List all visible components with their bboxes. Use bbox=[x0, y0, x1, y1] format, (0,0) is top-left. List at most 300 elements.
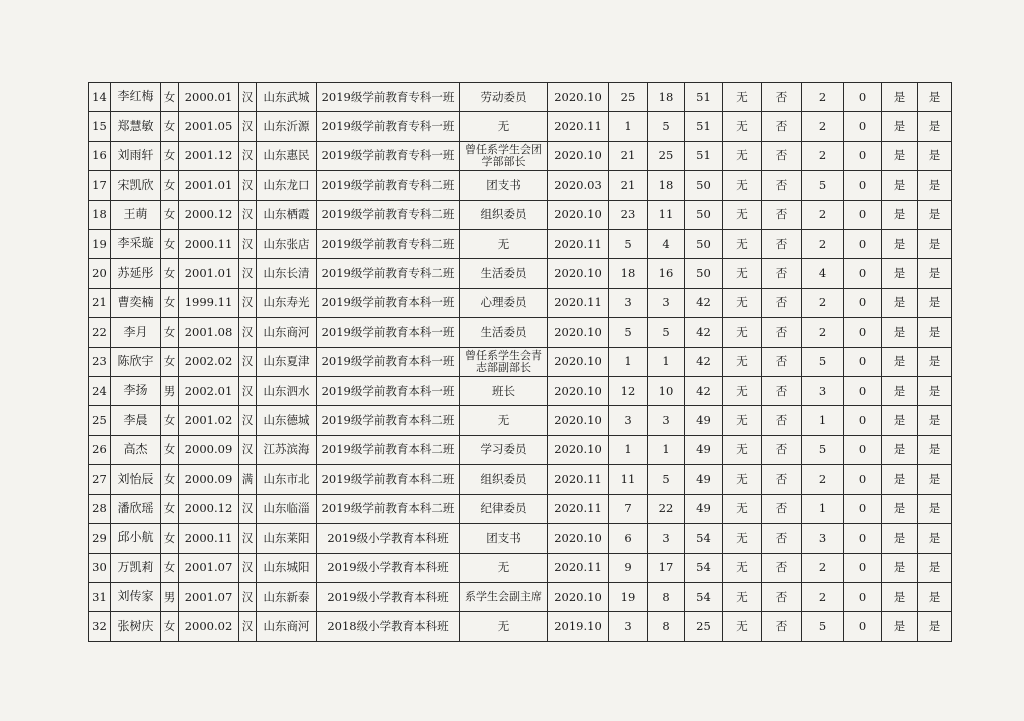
student-roster-table bbox=[88, 82, 952, 642]
native-place-cell: 山东武城 bbox=[257, 83, 317, 112]
disciplinary-record-cell: 无 bbox=[723, 524, 762, 553]
qualified-a-cell: 是 bbox=[882, 494, 918, 523]
date-cell: 2020.11 bbox=[548, 112, 609, 141]
row-number-cell: 22 bbox=[89, 318, 111, 347]
position-cell: 团支书 bbox=[460, 524, 548, 553]
date-cell: 2020.10 bbox=[548, 347, 609, 376]
class-size-cell: 42 bbox=[685, 288, 723, 317]
zero-value-cell: 0 bbox=[844, 318, 882, 347]
qualified-a-cell: 是 bbox=[882, 259, 918, 288]
gender-cell: 女 bbox=[161, 435, 179, 464]
qualified-a-cell: 是 bbox=[882, 612, 918, 641]
qualified-a-cell: 是 bbox=[882, 318, 918, 347]
native-place-cell: 山东新泰 bbox=[257, 582, 317, 611]
native-place-cell: 山东龙口 bbox=[257, 171, 317, 200]
zero-value-cell: 0 bbox=[844, 582, 882, 611]
roster-body bbox=[89, 83, 952, 642]
score-a-cell: 5 bbox=[609, 230, 648, 259]
qualified-b-cell: 是 bbox=[918, 318, 952, 347]
birth-date-cell: 2000.09 bbox=[179, 435, 239, 464]
zero-value-cell: 0 bbox=[844, 288, 882, 317]
row-number-cell: 25 bbox=[89, 406, 111, 435]
qualified-a-cell: 是 bbox=[882, 200, 918, 229]
zero-value-cell: 0 bbox=[844, 553, 882, 582]
row-number-cell: 29 bbox=[89, 524, 111, 553]
disciplinary-record-cell: 无 bbox=[723, 200, 762, 229]
ethnicity-cell: 汉 bbox=[239, 377, 257, 406]
class-size-cell: 51 bbox=[685, 83, 723, 112]
position-cell: 学习委员 bbox=[460, 435, 548, 464]
score-b-cell: 8 bbox=[648, 612, 685, 641]
student-name-cell: 陈欣宇 bbox=[111, 347, 161, 376]
gender-cell: 女 bbox=[161, 612, 179, 641]
table-row bbox=[89, 553, 952, 582]
class-name-cell: 2019级学前教育专科一班 bbox=[317, 141, 460, 170]
date-cell: 2020.10 bbox=[548, 83, 609, 112]
score-a-cell: 21 bbox=[609, 171, 648, 200]
failed-course-cell: 否 bbox=[762, 83, 802, 112]
qualified-a-cell: 是 bbox=[882, 406, 918, 435]
failed-course-cell: 否 bbox=[762, 141, 802, 170]
native-place-cell: 山东莱阳 bbox=[257, 524, 317, 553]
failed-course-cell: 否 bbox=[762, 200, 802, 229]
ethnicity-cell: 汉 bbox=[239, 112, 257, 141]
count-cell: 2 bbox=[802, 230, 844, 259]
zero-value-cell: 0 bbox=[844, 112, 882, 141]
disciplinary-record-cell: 无 bbox=[723, 171, 762, 200]
date-cell: 2020.11 bbox=[548, 230, 609, 259]
failed-course-cell: 否 bbox=[762, 288, 802, 317]
score-b-cell: 3 bbox=[648, 288, 685, 317]
position-cell: 无 bbox=[460, 612, 548, 641]
position-cell: 团支书 bbox=[460, 171, 548, 200]
qualified-a-cell: 是 bbox=[882, 112, 918, 141]
table-row bbox=[89, 171, 952, 200]
row-number-cell: 30 bbox=[89, 553, 111, 582]
student-name-cell: 高杰 bbox=[111, 435, 161, 464]
gender-cell: 女 bbox=[161, 406, 179, 435]
gender-cell: 女 bbox=[161, 83, 179, 112]
count-cell: 2 bbox=[802, 288, 844, 317]
qualified-a-cell: 是 bbox=[882, 582, 918, 611]
ethnicity-cell: 汉 bbox=[239, 524, 257, 553]
position-cell: 无 bbox=[460, 230, 548, 259]
student-name-cell: 刘雨轩 bbox=[111, 141, 161, 170]
position-cell: 曾任系学生会团学部部长 bbox=[460, 141, 548, 170]
gender-cell: 男 bbox=[161, 582, 179, 611]
position-cell: 无 bbox=[460, 553, 548, 582]
class-name-cell: 2018级小学教育本科班 bbox=[317, 612, 460, 641]
birth-date-cell: 1999.11 bbox=[179, 288, 239, 317]
score-b-cell: 18 bbox=[648, 171, 685, 200]
student-name-cell: 王萌 bbox=[111, 200, 161, 229]
disciplinary-record-cell: 无 bbox=[723, 141, 762, 170]
birth-date-cell: 2000.09 bbox=[179, 465, 239, 494]
score-b-cell: 3 bbox=[648, 524, 685, 553]
score-a-cell: 19 bbox=[609, 582, 648, 611]
table-row bbox=[89, 230, 952, 259]
failed-course-cell: 否 bbox=[762, 347, 802, 376]
disciplinary-record-cell: 无 bbox=[723, 406, 762, 435]
ethnicity-cell: 汉 bbox=[239, 347, 257, 376]
ethnicity-cell: 汉 bbox=[239, 494, 257, 523]
disciplinary-record-cell: 无 bbox=[723, 465, 762, 494]
date-cell: 2020.10 bbox=[548, 524, 609, 553]
score-b-cell: 25 bbox=[648, 141, 685, 170]
gender-cell: 女 bbox=[161, 230, 179, 259]
disciplinary-record-cell: 无 bbox=[723, 83, 762, 112]
class-name-cell: 2019级学前教育本科一班 bbox=[317, 377, 460, 406]
table-row bbox=[89, 259, 952, 288]
gender-cell: 女 bbox=[161, 141, 179, 170]
date-cell: 2020.10 bbox=[548, 435, 609, 464]
disciplinary-record-cell: 无 bbox=[723, 230, 762, 259]
table-row bbox=[89, 612, 952, 641]
native-place-cell: 山东长清 bbox=[257, 259, 317, 288]
count-cell: 4 bbox=[802, 259, 844, 288]
qualified-b-cell: 是 bbox=[918, 612, 952, 641]
gender-cell: 女 bbox=[161, 553, 179, 582]
date-cell: 2020.03 bbox=[548, 171, 609, 200]
native-place-cell: 山东张店 bbox=[257, 230, 317, 259]
gender-cell: 女 bbox=[161, 524, 179, 553]
zero-value-cell: 0 bbox=[844, 406, 882, 435]
ethnicity-cell: 汉 bbox=[239, 582, 257, 611]
failed-course-cell: 否 bbox=[762, 112, 802, 141]
zero-value-cell: 0 bbox=[844, 377, 882, 406]
class-size-cell: 42 bbox=[685, 318, 723, 347]
score-b-cell: 4 bbox=[648, 230, 685, 259]
failed-course-cell: 否 bbox=[762, 612, 802, 641]
position-cell: 纪律委员 bbox=[460, 494, 548, 523]
date-cell: 2020.11 bbox=[548, 494, 609, 523]
native-place-cell: 山东城阳 bbox=[257, 553, 317, 582]
position-cell: 班长 bbox=[460, 377, 548, 406]
qualified-a-cell: 是 bbox=[882, 435, 918, 464]
date-cell: 2020.11 bbox=[548, 465, 609, 494]
class-size-cell: 25 bbox=[685, 612, 723, 641]
score-b-cell: 1 bbox=[648, 347, 685, 376]
zero-value-cell: 0 bbox=[844, 200, 882, 229]
gender-cell: 女 bbox=[161, 112, 179, 141]
ethnicity-cell: 满 bbox=[239, 465, 257, 494]
row-number-cell: 14 bbox=[89, 83, 111, 112]
date-cell: 2020.10 bbox=[548, 377, 609, 406]
qualified-b-cell: 是 bbox=[918, 171, 952, 200]
failed-course-cell: 否 bbox=[762, 465, 802, 494]
row-number-cell: 31 bbox=[89, 582, 111, 611]
score-b-cell: 11 bbox=[648, 200, 685, 229]
qualified-b-cell: 是 bbox=[918, 435, 952, 464]
score-a-cell: 3 bbox=[609, 612, 648, 641]
birth-date-cell: 2001.01 bbox=[179, 171, 239, 200]
qualified-a-cell: 是 bbox=[882, 288, 918, 317]
score-a-cell: 7 bbox=[609, 494, 648, 523]
ethnicity-cell: 汉 bbox=[239, 200, 257, 229]
score-a-cell: 23 bbox=[609, 200, 648, 229]
table-row bbox=[89, 112, 952, 141]
qualified-b-cell: 是 bbox=[918, 230, 952, 259]
ethnicity-cell: 汉 bbox=[239, 259, 257, 288]
score-a-cell: 1 bbox=[609, 347, 648, 376]
class-size-cell: 50 bbox=[685, 259, 723, 288]
table-row bbox=[89, 141, 952, 170]
class-size-cell: 51 bbox=[685, 141, 723, 170]
count-cell: 2 bbox=[802, 83, 844, 112]
class-size-cell: 42 bbox=[685, 377, 723, 406]
class-name-cell: 2019级小学教育本科班 bbox=[317, 524, 460, 553]
score-a-cell: 1 bbox=[609, 112, 648, 141]
qualified-a-cell: 是 bbox=[882, 171, 918, 200]
birth-date-cell: 2001.02 bbox=[179, 406, 239, 435]
position-cell: 组织委员 bbox=[460, 200, 548, 229]
failed-course-cell: 否 bbox=[762, 553, 802, 582]
table-row bbox=[89, 83, 952, 112]
date-cell: 2020.10 bbox=[548, 259, 609, 288]
table-row bbox=[89, 524, 952, 553]
disciplinary-record-cell: 无 bbox=[723, 494, 762, 523]
date-cell: 2020.10 bbox=[548, 200, 609, 229]
score-a-cell: 25 bbox=[609, 83, 648, 112]
student-name-cell: 刘怡辰 bbox=[111, 465, 161, 494]
zero-value-cell: 0 bbox=[844, 230, 882, 259]
class-name-cell: 2019级学前教育本科一班 bbox=[317, 347, 460, 376]
date-cell: 2020.11 bbox=[548, 553, 609, 582]
score-b-cell: 1 bbox=[648, 435, 685, 464]
zero-value-cell: 0 bbox=[844, 524, 882, 553]
class-size-cell: 49 bbox=[685, 494, 723, 523]
birth-date-cell: 2001.01 bbox=[179, 259, 239, 288]
native-place-cell: 山东商河 bbox=[257, 612, 317, 641]
disciplinary-record-cell: 无 bbox=[723, 112, 762, 141]
score-b-cell: 5 bbox=[648, 112, 685, 141]
position-cell: 曾任系学生会青志部副部长 bbox=[460, 347, 548, 376]
qualified-b-cell: 是 bbox=[918, 288, 952, 317]
student-name-cell: 张树庆 bbox=[111, 612, 161, 641]
count-cell: 2 bbox=[802, 141, 844, 170]
qualified-b-cell: 是 bbox=[918, 141, 952, 170]
birth-date-cell: 2000.11 bbox=[179, 230, 239, 259]
gender-cell: 女 bbox=[161, 494, 179, 523]
row-number-cell: 15 bbox=[89, 112, 111, 141]
qualified-a-cell: 是 bbox=[882, 347, 918, 376]
gender-cell: 女 bbox=[161, 200, 179, 229]
disciplinary-record-cell: 无 bbox=[723, 582, 762, 611]
qualified-b-cell: 是 bbox=[918, 524, 952, 553]
class-name-cell: 2019级学前教育本科二班 bbox=[317, 494, 460, 523]
class-name-cell: 2019级小学教育本科班 bbox=[317, 553, 460, 582]
disciplinary-record-cell: 无 bbox=[723, 553, 762, 582]
class-size-cell: 49 bbox=[685, 465, 723, 494]
zero-value-cell: 0 bbox=[844, 347, 882, 376]
student-name-cell: 李扬 bbox=[111, 377, 161, 406]
position-cell: 劳动委员 bbox=[460, 83, 548, 112]
failed-course-cell: 否 bbox=[762, 524, 802, 553]
disciplinary-record-cell: 无 bbox=[723, 347, 762, 376]
position-cell: 无 bbox=[460, 112, 548, 141]
count-cell: 2 bbox=[802, 582, 844, 611]
row-number-cell: 18 bbox=[89, 200, 111, 229]
zero-value-cell: 0 bbox=[844, 465, 882, 494]
birth-date-cell: 2000.12 bbox=[179, 494, 239, 523]
count-cell: 2 bbox=[802, 553, 844, 582]
failed-course-cell: 否 bbox=[762, 259, 802, 288]
row-number-cell: 27 bbox=[89, 465, 111, 494]
count-cell: 1 bbox=[802, 406, 844, 435]
failed-course-cell: 否 bbox=[762, 318, 802, 347]
row-number-cell: 20 bbox=[89, 259, 111, 288]
class-name-cell: 2019级学前教育专科二班 bbox=[317, 171, 460, 200]
qualified-b-cell: 是 bbox=[918, 465, 952, 494]
birth-date-cell: 2000.12 bbox=[179, 200, 239, 229]
birth-date-cell: 2001.08 bbox=[179, 318, 239, 347]
qualified-b-cell: 是 bbox=[918, 582, 952, 611]
position-cell: 生活委员 bbox=[460, 259, 548, 288]
student-name-cell: 苏延彤 bbox=[111, 259, 161, 288]
score-a-cell: 11 bbox=[609, 465, 648, 494]
qualified-a-cell: 是 bbox=[882, 230, 918, 259]
table-row bbox=[89, 200, 952, 229]
student-name-cell: 万凯莉 bbox=[111, 553, 161, 582]
zero-value-cell: 0 bbox=[844, 494, 882, 523]
count-cell: 2 bbox=[802, 112, 844, 141]
native-place-cell: 山东市北 bbox=[257, 465, 317, 494]
count-cell: 5 bbox=[802, 612, 844, 641]
student-name-cell: 郑慧敏 bbox=[111, 112, 161, 141]
score-b-cell: 10 bbox=[648, 377, 685, 406]
failed-course-cell: 否 bbox=[762, 435, 802, 464]
failed-course-cell: 否 bbox=[762, 406, 802, 435]
student-name-cell: 邱小航 bbox=[111, 524, 161, 553]
birth-date-cell: 2000.02 bbox=[179, 612, 239, 641]
birth-date-cell: 2002.02 bbox=[179, 347, 239, 376]
birth-date-cell: 2001.12 bbox=[179, 141, 239, 170]
qualified-b-cell: 是 bbox=[918, 553, 952, 582]
score-b-cell: 8 bbox=[648, 582, 685, 611]
class-size-cell: 49 bbox=[685, 406, 723, 435]
score-b-cell: 3 bbox=[648, 406, 685, 435]
ethnicity-cell: 汉 bbox=[239, 406, 257, 435]
failed-course-cell: 否 bbox=[762, 494, 802, 523]
class-size-cell: 50 bbox=[685, 230, 723, 259]
failed-course-cell: 否 bbox=[762, 230, 802, 259]
native-place-cell: 山东德城 bbox=[257, 406, 317, 435]
date-cell: 2020.10 bbox=[548, 141, 609, 170]
row-number-cell: 21 bbox=[89, 288, 111, 317]
score-a-cell: 12 bbox=[609, 377, 648, 406]
ethnicity-cell: 汉 bbox=[239, 612, 257, 641]
count-cell: 3 bbox=[802, 524, 844, 553]
disciplinary-record-cell: 无 bbox=[723, 318, 762, 347]
student-name-cell: 李晨 bbox=[111, 406, 161, 435]
ethnicity-cell: 汉 bbox=[239, 553, 257, 582]
native-place-cell: 山东沂源 bbox=[257, 112, 317, 141]
count-cell: 3 bbox=[802, 377, 844, 406]
row-number-cell: 16 bbox=[89, 141, 111, 170]
native-place-cell: 山东夏津 bbox=[257, 347, 317, 376]
student-name-cell: 李采璇 bbox=[111, 230, 161, 259]
score-b-cell: 17 bbox=[648, 553, 685, 582]
class-size-cell: 54 bbox=[685, 553, 723, 582]
score-b-cell: 16 bbox=[648, 259, 685, 288]
gender-cell: 女 bbox=[161, 171, 179, 200]
student-name-cell: 潘欣瑶 bbox=[111, 494, 161, 523]
birth-date-cell: 2001.07 bbox=[179, 582, 239, 611]
qualified-a-cell: 是 bbox=[882, 377, 918, 406]
score-a-cell: 3 bbox=[609, 288, 648, 317]
failed-course-cell: 否 bbox=[762, 171, 802, 200]
table-row bbox=[89, 435, 952, 464]
zero-value-cell: 0 bbox=[844, 171, 882, 200]
class-name-cell: 2019级学前教育专科二班 bbox=[317, 259, 460, 288]
table-row bbox=[89, 494, 952, 523]
class-size-cell: 54 bbox=[685, 582, 723, 611]
date-cell: 2020.10 bbox=[548, 406, 609, 435]
qualified-a-cell: 是 bbox=[882, 524, 918, 553]
native-place-cell: 山东寿光 bbox=[257, 288, 317, 317]
native-place-cell: 山东临淄 bbox=[257, 494, 317, 523]
score-a-cell: 3 bbox=[609, 406, 648, 435]
class-name-cell: 2019级学前教育专科二班 bbox=[317, 230, 460, 259]
native-place-cell: 山东惠民 bbox=[257, 141, 317, 170]
birth-date-cell: 2001.05 bbox=[179, 112, 239, 141]
gender-cell: 女 bbox=[161, 347, 179, 376]
position-cell: 生活委员 bbox=[460, 318, 548, 347]
disciplinary-record-cell: 无 bbox=[723, 377, 762, 406]
ethnicity-cell: 汉 bbox=[239, 318, 257, 347]
qualified-a-cell: 是 bbox=[882, 465, 918, 494]
class-name-cell: 2019级学前教育专科一班 bbox=[317, 112, 460, 141]
qualified-b-cell: 是 bbox=[918, 406, 952, 435]
table-row bbox=[89, 582, 952, 611]
qualified-a-cell: 是 bbox=[882, 141, 918, 170]
count-cell: 5 bbox=[802, 171, 844, 200]
zero-value-cell: 0 bbox=[844, 435, 882, 464]
class-name-cell: 2019级学前教育本科二班 bbox=[317, 465, 460, 494]
native-place-cell: 山东栖霞 bbox=[257, 200, 317, 229]
gender-cell: 女 bbox=[161, 259, 179, 288]
birth-date-cell: 2001.07 bbox=[179, 553, 239, 582]
row-number-cell: 28 bbox=[89, 494, 111, 523]
disciplinary-record-cell: 无 bbox=[723, 435, 762, 464]
score-b-cell: 5 bbox=[648, 318, 685, 347]
position-cell: 系学生会副主席 bbox=[460, 582, 548, 611]
score-a-cell: 18 bbox=[609, 259, 648, 288]
zero-value-cell: 0 bbox=[844, 612, 882, 641]
class-size-cell: 50 bbox=[685, 200, 723, 229]
row-number-cell: 23 bbox=[89, 347, 111, 376]
class-size-cell: 54 bbox=[685, 524, 723, 553]
class-size-cell: 51 bbox=[685, 112, 723, 141]
score-b-cell: 5 bbox=[648, 465, 685, 494]
score-a-cell: 6 bbox=[609, 524, 648, 553]
count-cell: 2 bbox=[802, 465, 844, 494]
native-place-cell: 江苏滨海 bbox=[257, 435, 317, 464]
table-row bbox=[89, 318, 952, 347]
score-a-cell: 21 bbox=[609, 141, 648, 170]
date-cell: 2020.10 bbox=[548, 318, 609, 347]
qualified-b-cell: 是 bbox=[918, 83, 952, 112]
class-size-cell: 50 bbox=[685, 171, 723, 200]
score-a-cell: 9 bbox=[609, 553, 648, 582]
row-number-cell: 17 bbox=[89, 171, 111, 200]
score-a-cell: 5 bbox=[609, 318, 648, 347]
count-cell: 2 bbox=[802, 200, 844, 229]
student-name-cell: 宋凯欣 bbox=[111, 171, 161, 200]
class-name-cell: 2019级学前教育本科一班 bbox=[317, 318, 460, 347]
class-name-cell: 2019级学前教育本科二班 bbox=[317, 435, 460, 464]
row-number-cell: 24 bbox=[89, 377, 111, 406]
